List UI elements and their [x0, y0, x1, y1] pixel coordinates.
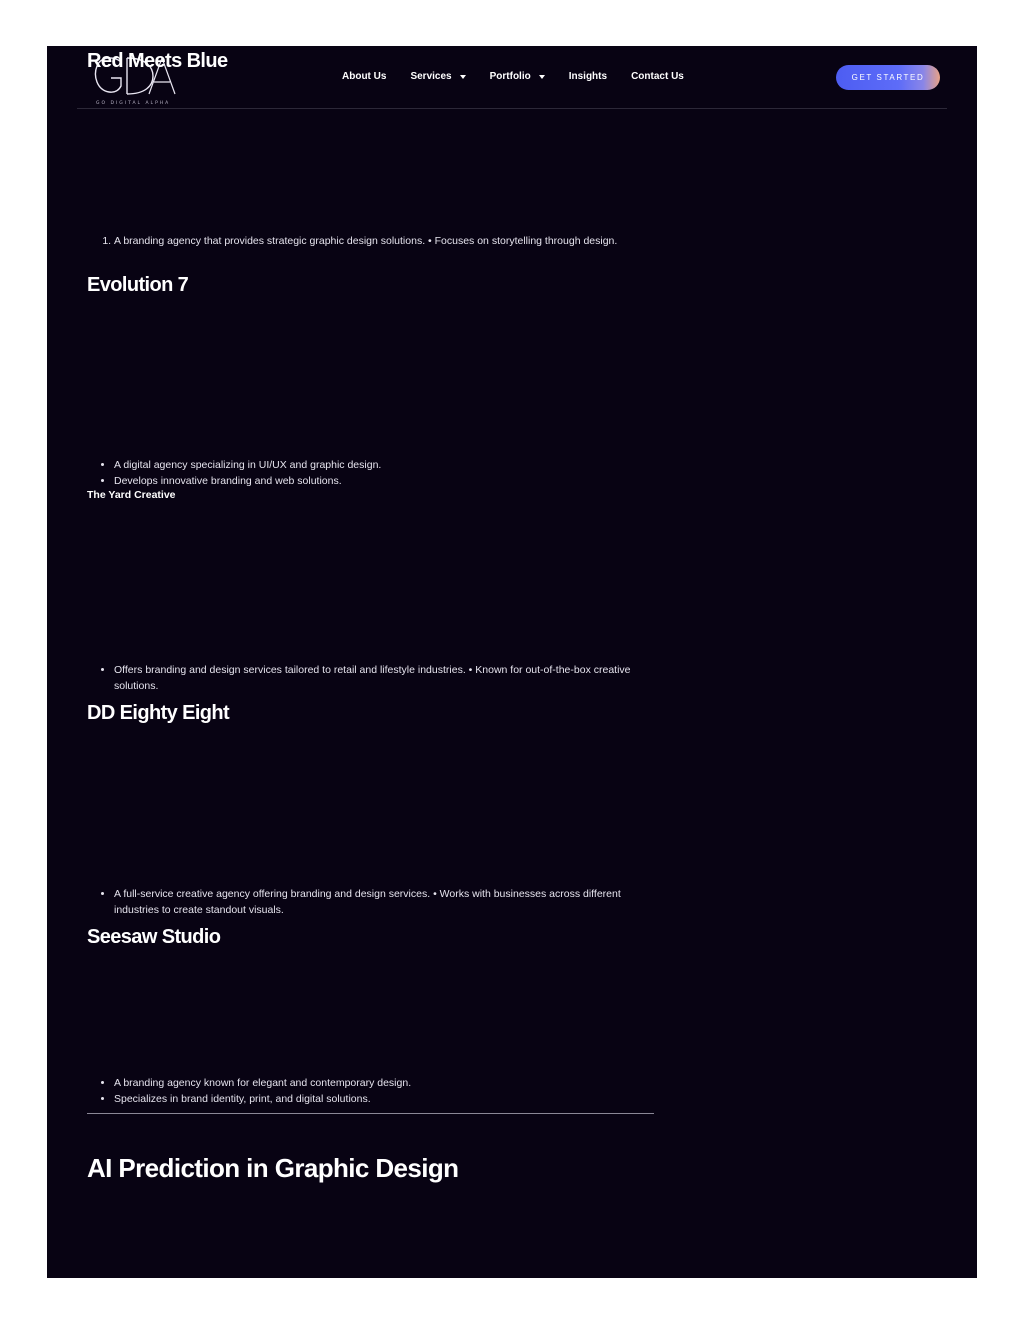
section-heading-ai-prediction: AI Prediction in Graphic Design: [87, 1153, 459, 1183]
caret-down-icon: [539, 75, 545, 79]
agency-heading-red-meets-blue: Red Meets Blue: [87, 50, 228, 72]
nav-contact-us-label: Contact Us: [631, 71, 684, 82]
get-started-button[interactable]: GET STARTED: [836, 65, 940, 90]
agency-heading-seesaw-studio: Seesaw Studio: [87, 926, 221, 948]
nav-portfolio-label: Portfolio: [489, 71, 531, 82]
list-item: • A digital agency specializing in UI/UX and graphic design.: [114, 458, 659, 474]
list-item: • Offers branding and design services tailored to retail and lifestyle industries. • Known for out-of-the-box creative solutions.: [114, 663, 659, 694]
agency-points-dd-eighty-eight: [114, 887, 659, 918]
list-item: 1. A branding agency that provides strategic graphic design solutions. • Focuses on storytelling through design.: [114, 234, 659, 250]
section-divider: [87, 1113, 654, 1114]
agency-heading-evolution-7: Evolution 7: [87, 274, 189, 296]
list-item: • Develops innovative branding and web solutions.: [114, 474, 659, 490]
agency-points-evolution-7: [114, 458, 659, 489]
list-item: • A full-service creative agency offering branding and design services. • Works with businesses across different industries to create standout visuals.: [114, 887, 659, 918]
list-item: • Specializes in brand identity, print, and digital solutions.: [114, 1092, 659, 1108]
nav-insights[interactable]: [569, 71, 607, 82]
nav-services[interactable]: [410, 71, 465, 82]
nav-insights-label: Insights: [568, 71, 608, 82]
nav-contact-us[interactable]: [631, 71, 684, 82]
agency-heading-the-yard-creative: The Yard Creative: [87, 489, 176, 501]
nav-about-us-label: About Us: [342, 71, 387, 82]
agency-points-seesaw-studio: [114, 1076, 659, 1107]
main-nav: [342, 71, 708, 82]
nav-portfolio[interactable]: [490, 71, 545, 82]
nav-about-us[interactable]: [342, 71, 386, 82]
list-item: • A branding agency known for elegant and contemporary design.: [114, 1076, 659, 1092]
agency-points-the-yard-creative: [114, 663, 659, 694]
caret-down-icon: [460, 75, 466, 79]
agency-heading-dd-eighty-eight: DD Eighty Eight: [87, 702, 230, 724]
page-canvas: [47, 46, 977, 1278]
logo-subtitle: GO DIGITAL ALPHA: [96, 101, 171, 106]
agency-points-red-meets-blue: [114, 234, 659, 250]
nav-services-label: Services: [410, 71, 452, 82]
